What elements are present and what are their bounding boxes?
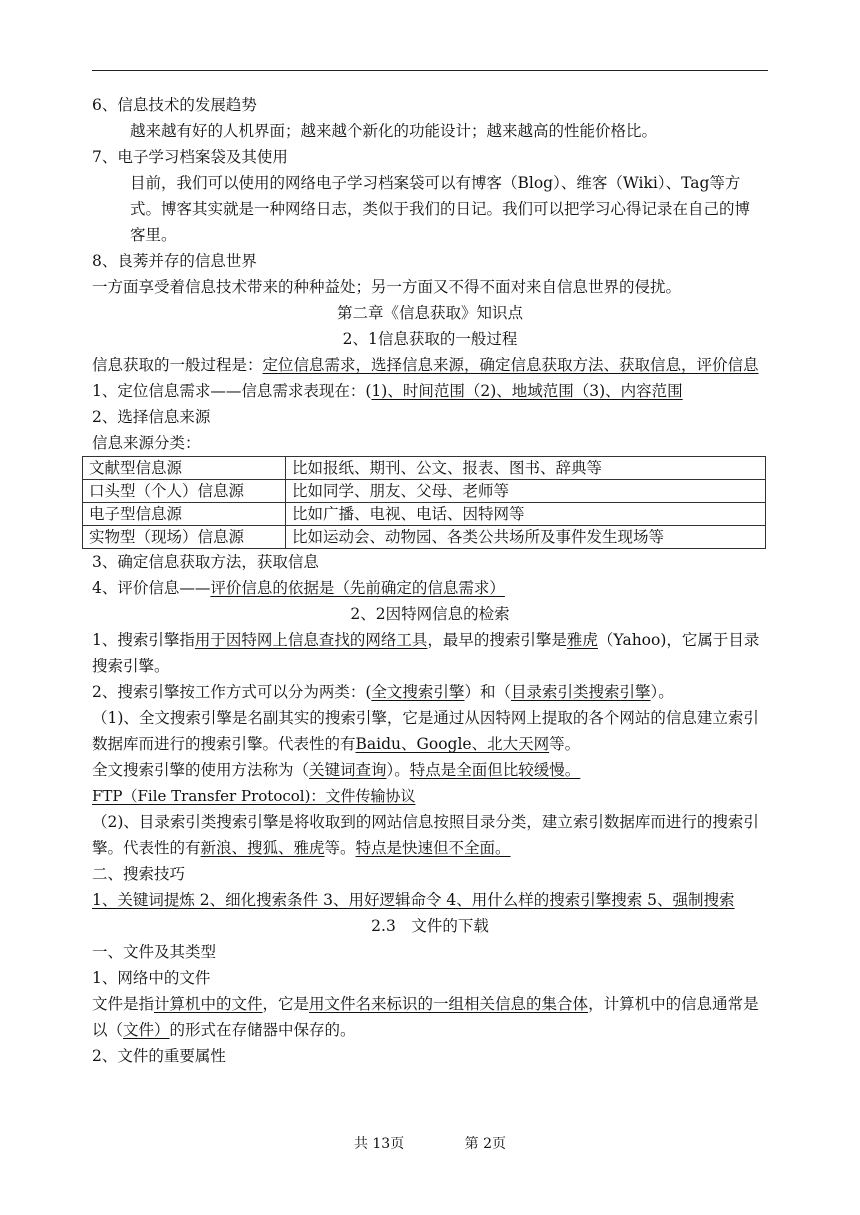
table-cell: 电子型信息源 [83,503,286,526]
table-cell: 口头型（个人）信息源 [83,480,286,503]
item-file-attributes: 2、文件的重要属性 [92,1047,226,1065]
table-cell: 比如同学、朋友、父母、老师等 [286,480,766,503]
chapter-title: 第二章《信息获取》知识点 [336,304,523,322]
table-row [83,457,766,480]
section-2-2-title: 2、2因特网信息的检索 [350,605,510,623]
item-evaluate: 4、评价信息——评价信息的依据是（先前确定的信息需求） [92,579,505,597]
para-ftp: FTP（File Transfer Protocol)：文件传输协议 [92,787,416,805]
heading-files-types: 一、文件及其类型 [92,943,217,961]
section-2-1-title: 2、1信息获取的一般过程 [342,330,518,348]
total-pages: 共 13页 [353,1136,405,1152]
item-locate-need: 1、定位信息需求——信息需求表现在：(1)、时间范围（2)、地域范围（3)、内容范围 [92,382,683,400]
source-table [82,456,766,549]
para-search-tips: 1、关键词提炼 2、细化搜索条件 3、用好逻辑命令 4、用什么样的搜索引擎搜索 5、强制搜索 [92,891,735,909]
document-body [89,92,768,1069]
source-classification-label: 信息来源分类： [92,434,201,452]
para-directory-engine: （2)、目录索引类搜索引擎是将收取到的网站信息按照目录分类，建立索引数据库而进行的搜索引擎。代表性的有新浪、搜狐、雅虎等。特点是快速但不全面。 [92,813,759,857]
heading-info-world: 8、良莠并存的信息世界 [92,252,257,270]
para-file-def: 文件是指计算机中的文件，它是用文件名来标识的一组相关信息的集合体，计算机中的信息通常是以（文件）的形式在存储器中保存的。 [92,995,759,1039]
table-cell: 文献型信息源 [83,457,286,480]
para-fulltext-usage: 全文搜索引擎的使用方法称为（关键词查询）。特点是全面但比较缓慢。 [92,761,581,779]
table-cell: 比如报纸、期刊、公文、报表、图书、辞典等 [286,457,766,480]
table-cell: 实物型（现场）信息源 [83,526,286,549]
page-footer [0,1133,860,1153]
para-info-world: 一方面享受着信息技术带来的种种益处；另一方面又不得不面对来自信息世界的侵扰。 [92,278,682,296]
heading-trend: 6、信息技术的发展趋势 [92,96,257,114]
para-search-engine-types: 2、搜索引擎按工作方式可以分为两类：(全文搜索引擎）和（目录索引类搜索引擎）。 [92,683,674,701]
item-network-files: 1、网络中的文件 [92,969,211,987]
heading-search-tips: 二、搜索技巧 [92,865,186,883]
para-search-engine-def: 1、搜索引擎指用于因特网上信息查找的网络工具，最早的搜索引擎是雅虎（Yahoo)，它属于目录搜索引擎。 [92,631,760,675]
table-row [83,480,766,503]
para-trend: 越来越有好的人机界面；越来越个新化的功能设计；越来越高的性能价格比。 [130,122,658,140]
para-portfolio: 目前，我们可以使用的网络电子学习档案袋可以有博客（Blog）、维客（Wiki）、Tag等方式。博客其实就是一种网络日志，类似于我们的日记。我们可以把学习心得记录在自己的博客里。 [130,174,751,244]
para-process: 信息获取的一般过程是：定位信息需求，选择信息来源，确定信息获取方法、获取信息，评价信息 [92,356,759,374]
item-select-source: 2、选择信息来源 [92,408,211,426]
table-cell: 比如广播、电视、电话、因特网等 [286,503,766,526]
table-cell: 比如运动会、动物园、各类公共场所及事件发生现场等 [286,526,766,549]
section-2-3-title: 2.3 文件的下载 [371,917,489,935]
heading-portfolio: 7、电子学习档案袋及其使用 [92,148,288,166]
table-row [83,503,766,526]
table-row [83,526,766,549]
header-rule [92,70,768,71]
page-number: 第 2页 [464,1136,507,1152]
para-fulltext-engine: （1)、全文搜索引擎是名副其实的搜索引擎，它是通过从因特网上提取的各个网站的信息建立索引数据库而进行的搜索引擎。代表性的有Baidu、Google、北大天网等。 [92,709,759,753]
item-get-method: 3、确定信息获取方法，获取信息 [92,553,319,571]
